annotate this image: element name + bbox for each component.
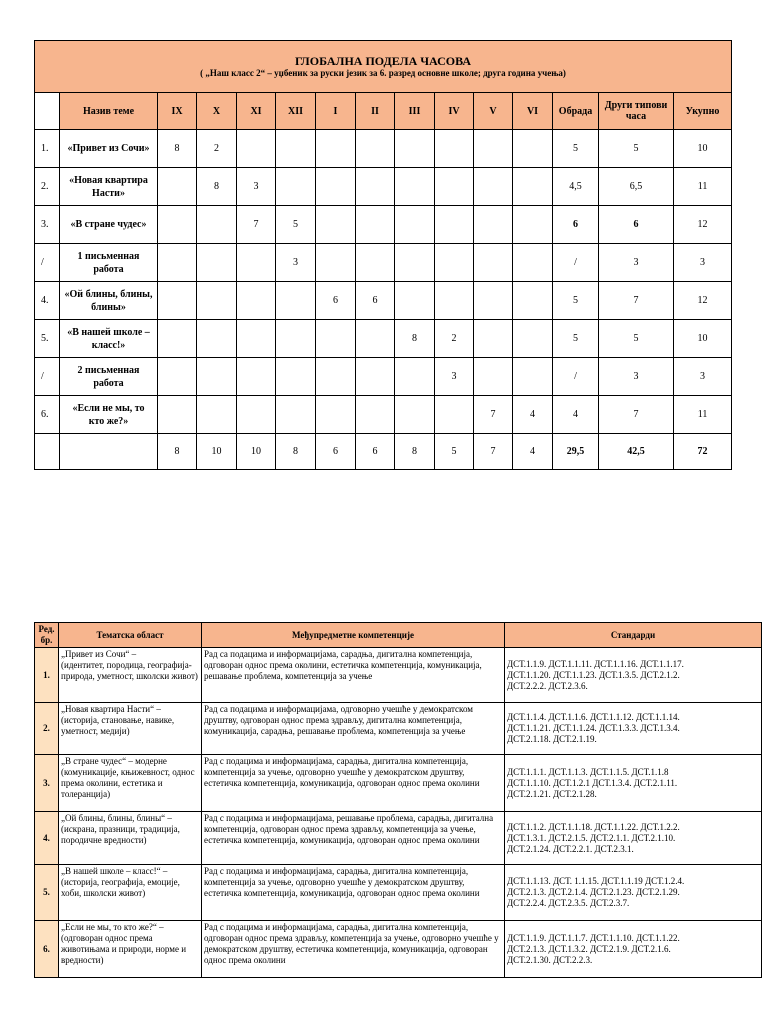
month-hours-cell: 6 [356, 282, 395, 320]
month-hours-cell: 5 [276, 206, 316, 244]
month-hours-cell [158, 282, 197, 320]
month-hours-cell [237, 396, 276, 434]
month-hours-cell [158, 396, 197, 434]
month-hours-cell [356, 130, 395, 168]
thematic-area: „Привет из Сочи“ – (идентитет, породица, географија-природа, уметност, школски живот) [59, 648, 202, 703]
global-lesson-distribution-table [34, 40, 732, 470]
topic-name: «В стране чудес» [60, 206, 158, 244]
month-hours-cell [435, 282, 474, 320]
table1-header-cell: Обрада [553, 93, 599, 130]
table-row [35, 206, 732, 244]
table1-header-cell: Назив теме [60, 93, 158, 130]
row-number: / [35, 244, 60, 282]
row-index: 6. [35, 921, 59, 978]
table1-header-cell: VI [513, 93, 553, 130]
month-hours-cell [276, 320, 316, 358]
drugi-cell: 5 [599, 320, 674, 358]
month-hours-cell [356, 168, 395, 206]
thematic-area: „В нашей школе – класс!“ – (историја, географија, емоције, хоби, школски живот) [59, 865, 202, 921]
row-number: 6. [35, 396, 60, 434]
drugi-cell: 7 [599, 282, 674, 320]
competences: Рад с подацима и информацијама, сарадња, дигитална компетенција, одговоран однос према здрављу, компетенција за учење, одговорно учешће у демократском друштву, естетичка компетенција, комуникација, одговоран однос према околини [202, 921, 505, 978]
row-index: 1. [35, 648, 59, 703]
table2-header-cell: Ред. бр. [35, 623, 59, 648]
month-hours-cell [474, 282, 513, 320]
thematic-area: „Ой блины, блины, блины“ – (искрана, празници, традиција, породичне вредности) [59, 812, 202, 865]
month-hours-cell [316, 206, 356, 244]
ukupno-cell: 10 [674, 130, 732, 168]
table1-title-cell [35, 41, 732, 93]
standards: ДСТ.1.1.9. ДСТ.1.1.7. ДСТ.1.1.10. ДСТ.1.1.22. ДСТ.2.1.3. ДСТ.1.3.2. ДСТ.2.1.9. ДСТ.2.1.6. ДСТ.2.1.30. ДСТ.2.2.3. [505, 921, 762, 978]
ukupno-cell: 11 [674, 396, 732, 434]
month-hours-cell [316, 244, 356, 282]
month-hours-cell [395, 130, 435, 168]
obrada-cell: 6 [553, 206, 599, 244]
month-hours-cell [356, 244, 395, 282]
month-hours-cell [474, 168, 513, 206]
row-index: 3. [35, 755, 59, 812]
month-hours-cell [513, 168, 553, 206]
themes-competences-table [34, 622, 762, 978]
table-row [35, 320, 732, 358]
topic-name: «Если не мы, то кто же?» [60, 396, 158, 434]
month-hours-cell [474, 130, 513, 168]
drugi-cell: 6 [599, 206, 674, 244]
obrada-cell: 5 [553, 282, 599, 320]
month-total-cell: 10 [237, 434, 276, 470]
standards: ДСТ.1.1.13. ДСТ. 1.1.15. ДСТ.1.1.19 ДСТ.1.2.4. ДСТ.2.1.3. ДСТ.2.1.4. ДСТ.2.1.23. ДСТ.2.1.29. ДСТ.2.2.4. ДСТ.2.3.5. ДСТ.2.3.7. [505, 865, 762, 921]
table2-header-cell: Стандарди [505, 623, 762, 648]
table2-body [35, 648, 762, 978]
month-total-cell: 10 [197, 434, 237, 470]
obrada-total-cell: 29,5 [553, 434, 599, 470]
month-hours-cell [435, 396, 474, 434]
month-hours-cell [237, 244, 276, 282]
row-index: 4. [35, 812, 59, 865]
table-row [35, 244, 732, 282]
month-hours-cell [474, 206, 513, 244]
drugi-cell: 6,5 [599, 168, 674, 206]
standards: ДСТ.1.1.9. ДСТ.1.1.11. ДСТ.1.1.16. ДСТ.1.1.17. ДСТ.1.1.20. ДСТ.1.1.23. ДСТ.1.3.5. ДСТ.2.1.2. ДСТ.2.2.2. ДСТ.2.3.6. [505, 648, 762, 703]
table1-header-cell: XI [237, 93, 276, 130]
row-number: 4. [35, 282, 60, 320]
table-row [35, 648, 762, 703]
obrada-cell: 5 [553, 320, 599, 358]
row-number: 1. [35, 130, 60, 168]
month-hours-cell: 3 [435, 358, 474, 396]
month-hours-cell [395, 206, 435, 244]
table1-header-row [35, 93, 732, 130]
table-row [35, 703, 762, 755]
table1-header-cell: X [197, 93, 237, 130]
ukupno-cell: 3 [674, 244, 732, 282]
month-hours-cell [197, 358, 237, 396]
month-hours-cell [356, 320, 395, 358]
table-row [35, 755, 762, 812]
standards: ДСТ.1.1.2. ДСТ.1.1.18. ДСТ.1.1.22. ДСТ.1.2.2. ДСТ.1.3.1. ДСТ.2.1.5. ДСТ.2.1.1. ДСТ.2.1.10. ДСТ.2.1.24. ДСТ.2.2.1. ДСТ.2.3.1. [505, 812, 762, 865]
table1-header-cell: Други типови часа [599, 93, 674, 130]
month-hours-cell [316, 320, 356, 358]
month-hours-cell [158, 168, 197, 206]
table1-header-cell: IX [158, 93, 197, 130]
obrada-cell: / [553, 244, 599, 282]
month-hours-cell: 8 [197, 168, 237, 206]
month-hours-cell: 3 [237, 168, 276, 206]
month-hours-cell [276, 130, 316, 168]
thematic-area: „Новая квартира Насти“ – (историја, становање, навике, уметност, медији) [59, 703, 202, 755]
month-hours-cell [158, 244, 197, 282]
obrada-cell: 5 [553, 130, 599, 168]
standards: ДСТ.1.1.4. ДСТ.1.1.6. ДСТ.1.1.12. ДСТ.1.1.14. ДСТ.1.1.21. ДСТ.1.1.24. ДСТ.1.3.3. ДСТ.1.3.4. ДСТ.2.1.18. ДСТ.2.1.19. [505, 703, 762, 755]
table1-subtitle: ( „Наш класс 2“ – уџбеник за руски језик за 6. разред основне школе; друга година учења) [200, 68, 566, 78]
table1-header-cell: XII [276, 93, 316, 130]
topic-name: 2 письменная работа [60, 358, 158, 396]
month-hours-cell [316, 130, 356, 168]
row-number: 2. [35, 168, 60, 206]
month-hours-cell: 2 [197, 130, 237, 168]
month-hours-cell [197, 320, 237, 358]
ukupno-cell: 10 [674, 320, 732, 358]
month-hours-cell: 6 [316, 282, 356, 320]
month-hours-cell [316, 358, 356, 396]
table2-header-cell: Тематска област [59, 623, 202, 648]
month-hours-cell [356, 206, 395, 244]
month-hours-cell [513, 282, 553, 320]
drugi-total-cell: 42,5 [599, 434, 674, 470]
totals-empty-cell [35, 434, 60, 470]
competences: Рад са подацима и информацијама, одговорно учешће у демократском друштву, одговоран однос према здрављу, дигитална компетенција, комуникација, сарадња, решавање проблема, компетенција за учење [202, 703, 505, 755]
month-hours-cell [197, 206, 237, 244]
totals-empty-cell [60, 434, 158, 470]
competences: Рад са подацима и информацијама, сарадња, дигитална компетенција, одговоран однос према околини, естетичка компетенција, комуникација, решавање проблема, компетенција за учење [202, 648, 505, 703]
table-row [35, 358, 732, 396]
month-hours-cell [513, 320, 553, 358]
month-hours-cell [435, 244, 474, 282]
table1-header-cell: Укупно [674, 93, 732, 130]
row-number: 3. [35, 206, 60, 244]
table-row [35, 921, 762, 978]
month-hours-cell [395, 396, 435, 434]
row-number: 5. [35, 320, 60, 358]
ukupno-cell: 12 [674, 206, 732, 244]
month-total-cell: 8 [158, 434, 197, 470]
month-hours-cell [197, 396, 237, 434]
month-hours-cell [513, 358, 553, 396]
month-total-cell: 4 [513, 434, 553, 470]
topic-name: «Привет из Сочи» [60, 130, 158, 168]
drugi-cell: 7 [599, 396, 674, 434]
month-hours-cell [395, 168, 435, 206]
month-total-cell: 7 [474, 434, 513, 470]
topic-name: «В нашей школе – класс!» [60, 320, 158, 358]
month-hours-cell [435, 168, 474, 206]
table1-header-cell: V [474, 93, 513, 130]
month-hours-cell [237, 358, 276, 396]
table-row [35, 396, 732, 434]
month-hours-cell [474, 358, 513, 396]
drugi-cell: 5 [599, 130, 674, 168]
month-hours-cell: 8 [158, 130, 197, 168]
drugi-cell: 3 [599, 358, 674, 396]
month-total-cell: 6 [316, 434, 356, 470]
month-hours-cell [316, 168, 356, 206]
totals-row [35, 434, 732, 470]
topic-name: 1 письменная работа [60, 244, 158, 282]
month-hours-cell [276, 396, 316, 434]
month-hours-cell [197, 282, 237, 320]
drugi-cell: 3 [599, 244, 674, 282]
table-row [35, 168, 732, 206]
month-hours-cell [474, 244, 513, 282]
month-hours-cell [237, 130, 276, 168]
month-hours-cell [237, 282, 276, 320]
month-hours-cell [276, 282, 316, 320]
month-total-cell: 8 [276, 434, 316, 470]
table1-header-cell: I [316, 93, 356, 130]
table-row [35, 130, 732, 168]
month-hours-cell: 4 [513, 396, 553, 434]
row-index: 5. [35, 865, 59, 921]
month-hours-cell [158, 320, 197, 358]
table1-header-cell: IV [435, 93, 474, 130]
table1-header-cell: III [395, 93, 435, 130]
table-row [35, 282, 732, 320]
month-hours-cell: 3 [276, 244, 316, 282]
table-row [35, 865, 762, 921]
month-hours-cell [395, 358, 435, 396]
ukupno-cell: 11 [674, 168, 732, 206]
row-number: / [35, 358, 60, 396]
month-hours-cell [276, 358, 316, 396]
month-hours-cell [356, 396, 395, 434]
table1-header-cell: II [356, 93, 395, 130]
month-hours-cell [395, 244, 435, 282]
month-hours-cell [435, 130, 474, 168]
obrada-cell: 4,5 [553, 168, 599, 206]
row-index: 2. [35, 703, 59, 755]
topic-name: «Ой блины, блины, блины» [60, 282, 158, 320]
table1-body [35, 130, 732, 470]
month-hours-cell [435, 206, 474, 244]
month-hours-cell [513, 244, 553, 282]
topic-name: «Новая квартира Насти» [60, 168, 158, 206]
month-hours-cell [356, 358, 395, 396]
month-hours-cell [513, 130, 553, 168]
month-hours-cell [276, 168, 316, 206]
month-total-cell: 6 [356, 434, 395, 470]
obrada-cell: 4 [553, 396, 599, 434]
table-row [35, 812, 762, 865]
table2-header-cell: Међупредметне компетенције [202, 623, 505, 648]
thematic-area: „Если не мы, то кто же?“ – (одговоран однос према животињама и природи, норме и вредности) [59, 921, 202, 978]
month-hours-cell: 7 [237, 206, 276, 244]
month-hours-cell: 8 [395, 320, 435, 358]
month-total-cell: 8 [395, 434, 435, 470]
month-hours-cell [237, 320, 276, 358]
ukupno-cell: 12 [674, 282, 732, 320]
month-hours-cell [513, 206, 553, 244]
competences: Рад с подацима и информацијама, решавање проблема, сарадња, дигитална компетенција, одговоран однос према здрављу, компетенција за учење, естетичка компетенција, комуникација, одговоран однос према околини [202, 812, 505, 865]
month-hours-cell [158, 206, 197, 244]
month-hours-cell [474, 320, 513, 358]
table2-header-row [35, 623, 762, 648]
month-hours-cell [158, 358, 197, 396]
month-total-cell: 5 [435, 434, 474, 470]
obrada-cell: / [553, 358, 599, 396]
ukupno-cell: 3 [674, 358, 732, 396]
month-hours-cell: 7 [474, 396, 513, 434]
thematic-area: „В стране чудес“ – модерне (комуникације, књижевност, однос према околини, естетика и толеранција) [59, 755, 202, 812]
ukupno-total-cell: 72 [674, 434, 732, 470]
month-hours-cell [197, 244, 237, 282]
competences: Рад с подацима и информацијама, сарадња, дигитална компетенција, компетенција за учење, одговорно учешће у демократском друштву, естетичка компетенција, комуникација, одговоран однос према околини [202, 755, 505, 812]
month-hours-cell: 2 [435, 320, 474, 358]
month-hours-cell [316, 396, 356, 434]
standards: ДСТ.1.1.1. ДСТ.1.1.3. ДСТ.1.1.5. ДСТ.1.1.8 ДСТ.1.1.10. ДСТ.1.2.1 ДСТ.1.3.4. ДСТ.2.1.11. ДСТ.2.1.21. ДСТ.2.1.28. [505, 755, 762, 812]
competences: Рад с подацима и информацијама, сарадња, дигитална компетенција, компетенција за учење, одговорно учешће у демократском друштву, естетичка компетенција, комуникација, одговоран однос према околини [202, 865, 505, 921]
table1-title: ГЛОБАЛНА ПОДЕЛА ЧАСОВА [294, 54, 472, 68]
month-hours-cell [395, 282, 435, 320]
table1-header-cell [35, 93, 60, 130]
